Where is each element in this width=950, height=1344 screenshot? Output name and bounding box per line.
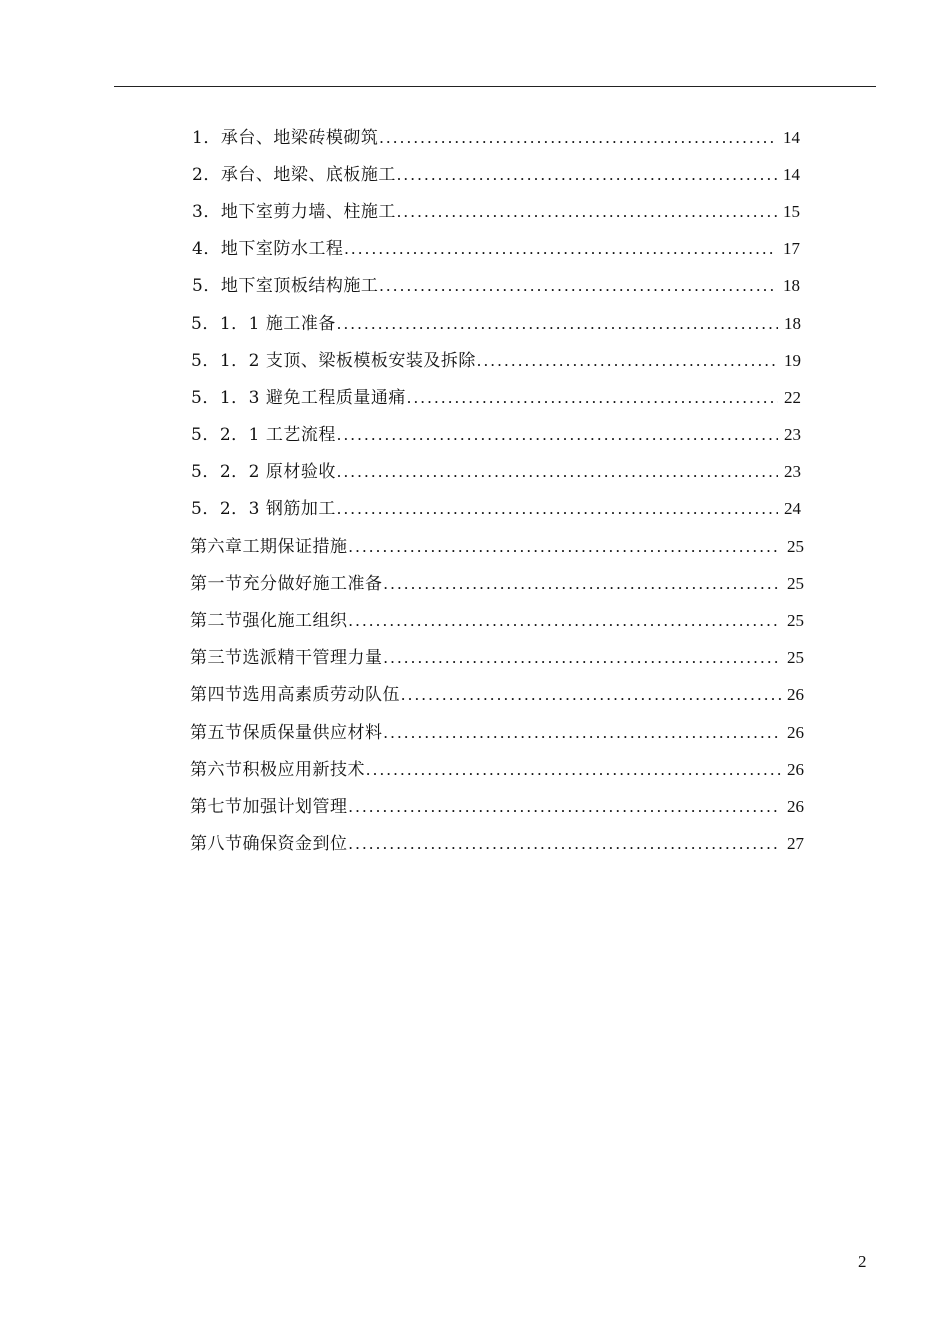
toc-dot-leader — [336, 458, 778, 486]
toc-dot-leader — [476, 347, 778, 375]
toc-entry-page: 26 — [787, 760, 804, 779]
toc-entry[interactable] — [190, 793, 804, 821]
toc-dot-leader — [348, 830, 782, 858]
toc-entry-title: 第五节保质保量供应材料 — [190, 723, 383, 743]
toc-entry[interactable] — [192, 161, 800, 189]
toc-entry-title: 第三节选派精干管理力量 — [190, 648, 383, 668]
toc-entry[interactable] — [192, 235, 800, 263]
toc-entry[interactable] — [192, 272, 800, 300]
toc-entry[interactable] — [191, 495, 801, 523]
toc-entry-page: 23 — [784, 425, 801, 444]
toc-entry-page: 25 — [787, 648, 804, 667]
toc-entry-page: 15 — [783, 202, 800, 221]
toc-entry-title: 5．1．3 避免工程质量通痛 — [191, 388, 406, 408]
toc-entry-title: 第七节加强计划管理 — [190, 797, 348, 817]
toc-entry[interactable] — [192, 124, 800, 152]
toc-entry[interactable] — [190, 607, 804, 635]
toc-entry-title: 5．2．2 原材验收 — [191, 462, 336, 482]
toc-entry-title: 4．地下室防水工程 — [192, 239, 344, 259]
toc-entry-page: 26 — [787, 797, 804, 816]
toc-entry[interactable] — [190, 533, 804, 561]
toc-entry-page: 14 — [783, 128, 800, 147]
toc-dot-leader — [348, 607, 782, 635]
toc-dot-leader — [348, 533, 782, 561]
toc-entry[interactable] — [190, 570, 804, 598]
toc-entry-title: 3．地下室剪力墙、柱施工 — [192, 202, 396, 222]
toc-entry-title: 第四节选用高素质劳动队伍 — [190, 685, 400, 705]
toc-entry[interactable] — [192, 198, 800, 226]
toc-entry-page: 24 — [784, 499, 801, 518]
toc-entry[interactable] — [191, 310, 801, 338]
toc-dot-leader — [383, 644, 782, 672]
toc-entry[interactable] — [191, 421, 801, 449]
toc-entry-title: 2．承台、地梁、底板施工 — [192, 165, 396, 185]
toc-entry-page: 26 — [787, 723, 804, 742]
toc-entry-page: 23 — [784, 462, 801, 481]
toc-entry-title: 第八节确保资金到位 — [190, 834, 348, 854]
toc-entry-title: 第二节强化施工组织 — [190, 611, 348, 631]
toc-entry-page: 19 — [784, 351, 801, 370]
toc-entry-title: 第六节积极应用新技术 — [190, 760, 365, 780]
toc-entry[interactable] — [190, 756, 804, 784]
toc-entry-page: 18 — [784, 314, 801, 333]
toc-entry[interactable] — [191, 458, 801, 486]
toc-entry[interactable] — [190, 719, 804, 747]
toc-entry-page: 27 — [787, 834, 804, 853]
toc-entry-title: 5．1．1 施工准备 — [191, 314, 336, 334]
toc-dot-leader — [396, 161, 777, 189]
toc-entry-title: 5．1．2 支顶、梁板模板安装及拆除 — [191, 351, 476, 371]
toc-dot-leader — [406, 384, 778, 412]
toc-entry-title: 1．承台、地梁砖模砌筑 — [192, 128, 379, 148]
toc-entry-title: 5．地下室顶板结构施工 — [192, 276, 379, 296]
toc-entry[interactable] — [191, 347, 801, 375]
toc-entry-page: 26 — [787, 685, 804, 704]
toc-dot-leader — [383, 570, 782, 598]
toc-dot-leader — [336, 310, 778, 338]
toc-entry[interactable] — [190, 681, 804, 709]
toc-entry-page: 25 — [787, 537, 804, 556]
toc-dot-leader — [348, 793, 782, 821]
toc-dot-leader — [336, 495, 778, 523]
page-number: 2 — [858, 1252, 867, 1271]
toc-dot-leader — [378, 272, 777, 300]
toc-dot-leader — [378, 124, 777, 152]
toc-dot-leader — [336, 421, 778, 449]
toc-entry-page: 14 — [783, 165, 800, 184]
toc-entry-page: 17 — [783, 239, 800, 258]
toc-entry[interactable] — [190, 830, 804, 858]
header-rule — [114, 86, 876, 87]
toc-dot-leader — [396, 198, 777, 226]
toc-entry-title: 5．2．3 钢筋加工 — [191, 499, 336, 519]
toc-dot-leader — [400, 681, 781, 709]
toc-dot-leader — [343, 235, 777, 263]
toc-entry[interactable] — [191, 384, 801, 412]
toc-entry-page: 22 — [784, 388, 801, 407]
toc-entry-page: 18 — [783, 276, 800, 295]
toc-entry-page: 25 — [787, 574, 804, 593]
toc-dot-leader — [365, 756, 781, 784]
toc-entry-title: 第一节充分做好施工准备 — [190, 574, 383, 594]
toc-entry[interactable] — [190, 644, 804, 672]
toc-dot-leader — [383, 719, 782, 747]
toc-entry-title: 第六章工期保证措施 — [190, 537, 348, 557]
toc-entry-page: 25 — [787, 611, 804, 630]
toc-entry-title: 5．2．1 工艺流程 — [191, 425, 336, 445]
